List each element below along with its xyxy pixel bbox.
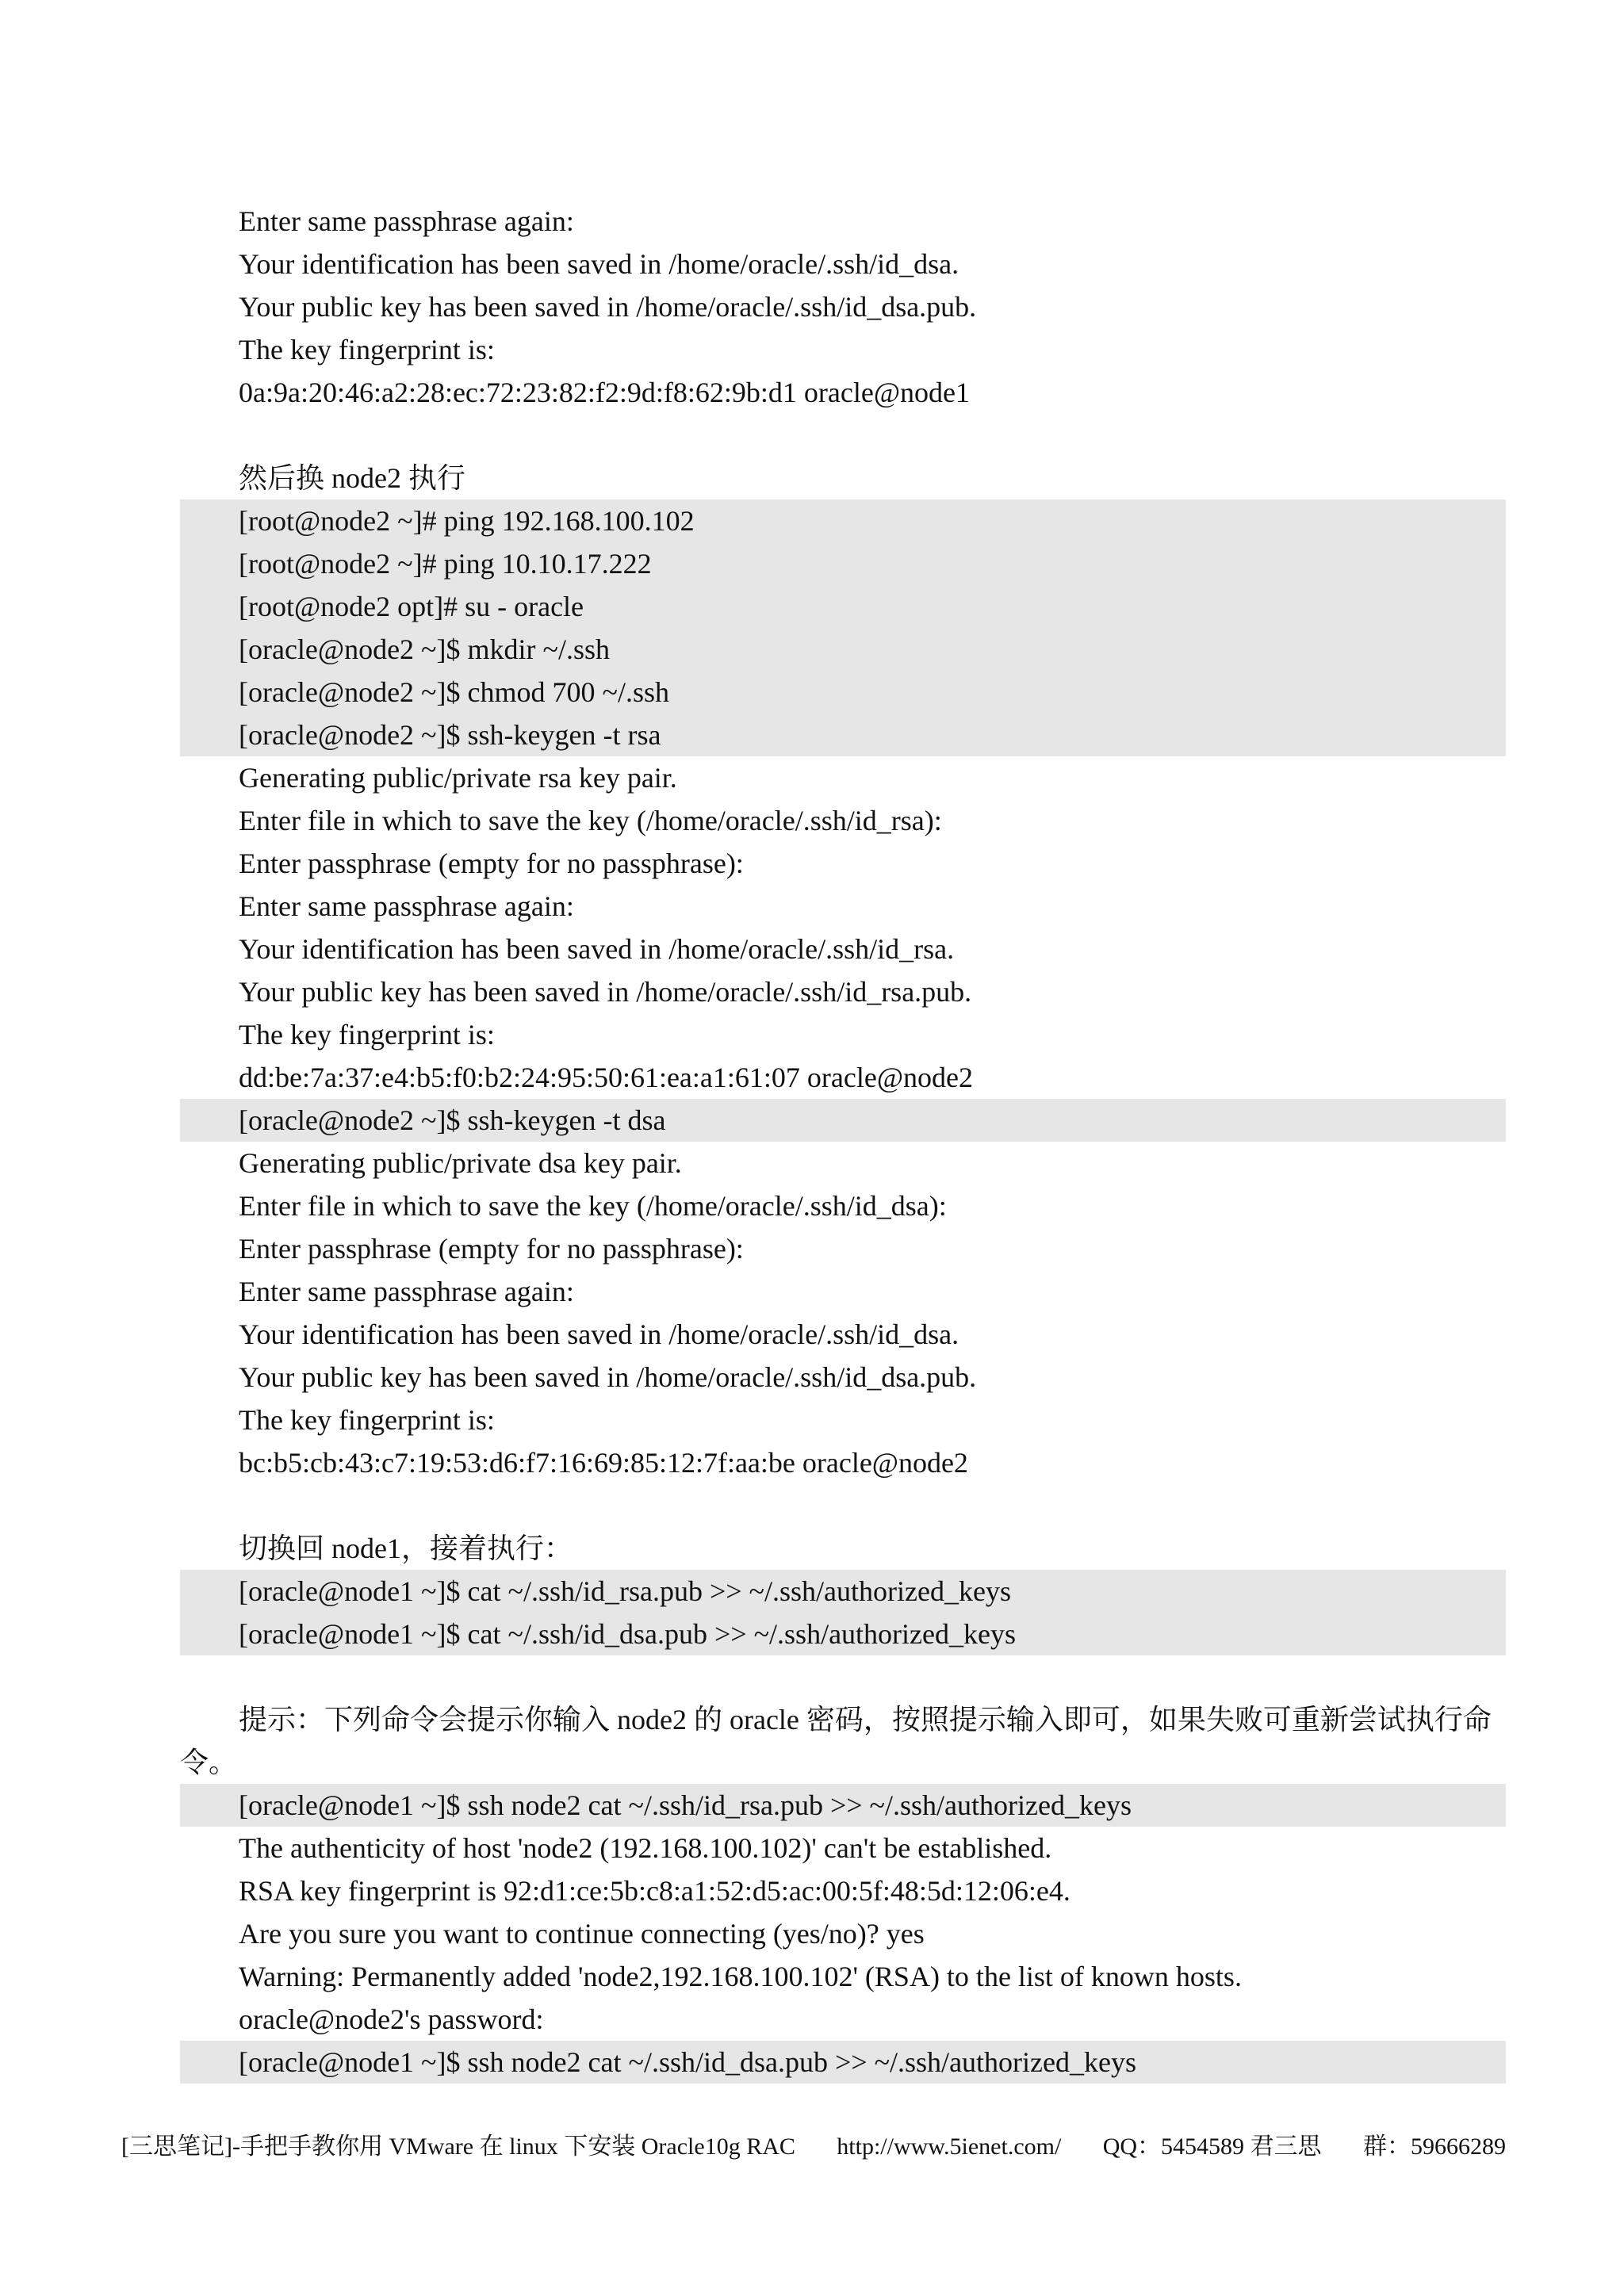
text-line: bc:b5:cb:43:c7:19:53:d6:f7:16:69:85:12:7f:aa:be oracle@node2 — [239, 1447, 968, 1479]
text-line: 0a:9a:20:46:a2:28:ec:72:23:82:f2:9d:f8:62:9b:d1 oracle@node1 — [239, 377, 970, 408]
page-footer — [121, 2131, 1506, 2163]
text-line: Enter same passphrase again: — [239, 890, 574, 922]
command-line: [oracle@node1 ~]$ cat ~/.ssh/id_dsa.pub >> ~/.ssh/authorized_keys — [239, 1618, 1016, 1650]
text-line: Enter passphrase (empty for no passphrase): — [239, 1233, 744, 1265]
text-line: The key fingerprint is: — [239, 334, 495, 365]
command-line: [root@node2 opt]# su - oracle — [239, 591, 584, 622]
text-line: Your public key has been saved in /home/oracle/.ssh/id_dsa.pub. — [239, 1361, 977, 1393]
text-line: Warning: Permanently added 'node2,192.168.100.102' (RSA) to the list of known hosts. — [239, 1961, 1242, 1992]
text-line: Your public key has been saved in /home/oracle/.ssh/id_rsa.pub. — [239, 976, 972, 1008]
command-line: [root@node2 ~]# ping 10.10.17.222 — [239, 548, 652, 580]
command-line: [oracle@node2 ~]$ mkdir ~/.ssh — [239, 633, 610, 665]
text-line: Your identification has been saved in /home/oracle/.ssh/id_rsa. — [239, 933, 955, 965]
command-line: [oracle@node1 ~]$ cat ~/.ssh/id_rsa.pub >> ~/.ssh/authorized_keys — [239, 1575, 1011, 1607]
text-line: Generating public/private rsa key pair. — [239, 762, 677, 794]
text-line: Generating public/private dsa key pair. — [239, 1147, 682, 1179]
section-heading: 切换回 node1，接着执行： — [239, 1533, 573, 1564]
section-heading: 然后换 node2 执行 — [239, 462, 465, 494]
text-line: oracle@node2's password: — [239, 2003, 544, 2035]
command-line: [oracle@node2 ~]$ chmod 700 ~/.ssh — [239, 676, 669, 708]
text-line: Enter passphrase (empty for no passphrase): — [239, 848, 744, 879]
text-line: The authenticity of host 'node2 (192.168.100.102)' can't be established. — [239, 1832, 1052, 1864]
command-line: [oracle@node1 ~]$ ssh node2 cat ~/.ssh/id_rsa.pub >> ~/.ssh/authorized_keys — [239, 1789, 1132, 1821]
command-line: [root@node2 ~]# ping 192.168.100.102 — [239, 505, 695, 537]
text-line: The key fingerprint is: — [239, 1019, 495, 1050]
command-line: [oracle@node2 ~]$ ssh-keygen -t dsa — [239, 1104, 666, 1136]
footer-contact: QQ：5454589 君三思 — [1102, 2133, 1322, 2160]
tip-paragraph: 提示：下列命令会提示你输入 node2 的 oracle 密码，按照提示输入即可，如果失败可重新尝试执行命令。 — [180, 1704, 1492, 1778]
footer-group: 群：59666289 — [1362, 2133, 1506, 2160]
text-line: Your identification has been saved in /home/oracle/.ssh/id_dsa. — [239, 248, 959, 280]
text-line: Your identification has been saved in /home/oracle/.ssh/id_dsa. — [239, 1318, 959, 1350]
text-line: Enter same passphrase again: — [239, 1276, 574, 1307]
text-line: The key fingerprint is: — [239, 1404, 495, 1436]
text-line: Enter same passphrase again: — [239, 205, 574, 237]
text-line: Are you sure you want to continue connecting (yes/no)? yes — [239, 1918, 925, 1950]
footer-url: http://www.5ienet.com/ — [837, 2133, 1062, 2160]
text-line: dd:be:7a:37:e4:b5:f0:b2:24:95:50:61:ea:a1:61:07 oracle@node2 — [239, 1062, 973, 1093]
footer-title: [三思笔记]-手把手教你用 VMware 在 linux 下安装 Oracle10g RAC — [121, 2133, 795, 2160]
text-line: Enter file in which to save the key (/home/oracle/.ssh/id_dsa): — [239, 1190, 947, 1222]
command-line: [oracle@node2 ~]$ ssh-keygen -t rsa — [239, 719, 661, 751]
text-line: Your public key has been saved in /home/oracle/.ssh/id_dsa.pub. — [239, 291, 977, 323]
text-line: RSA key fingerprint is 92:d1:ce:5b:c8:a1:52:d5:ac:00:5f:48:5d:12:06:e4. — [239, 1875, 1071, 1907]
text-line: Enter file in which to save the key (/home/oracle/.ssh/id_rsa): — [239, 805, 942, 836]
command-line: [oracle@node1 ~]$ ssh node2 cat ~/.ssh/id_dsa.pub >> ~/.ssh/authorized_keys — [239, 2046, 1136, 2078]
